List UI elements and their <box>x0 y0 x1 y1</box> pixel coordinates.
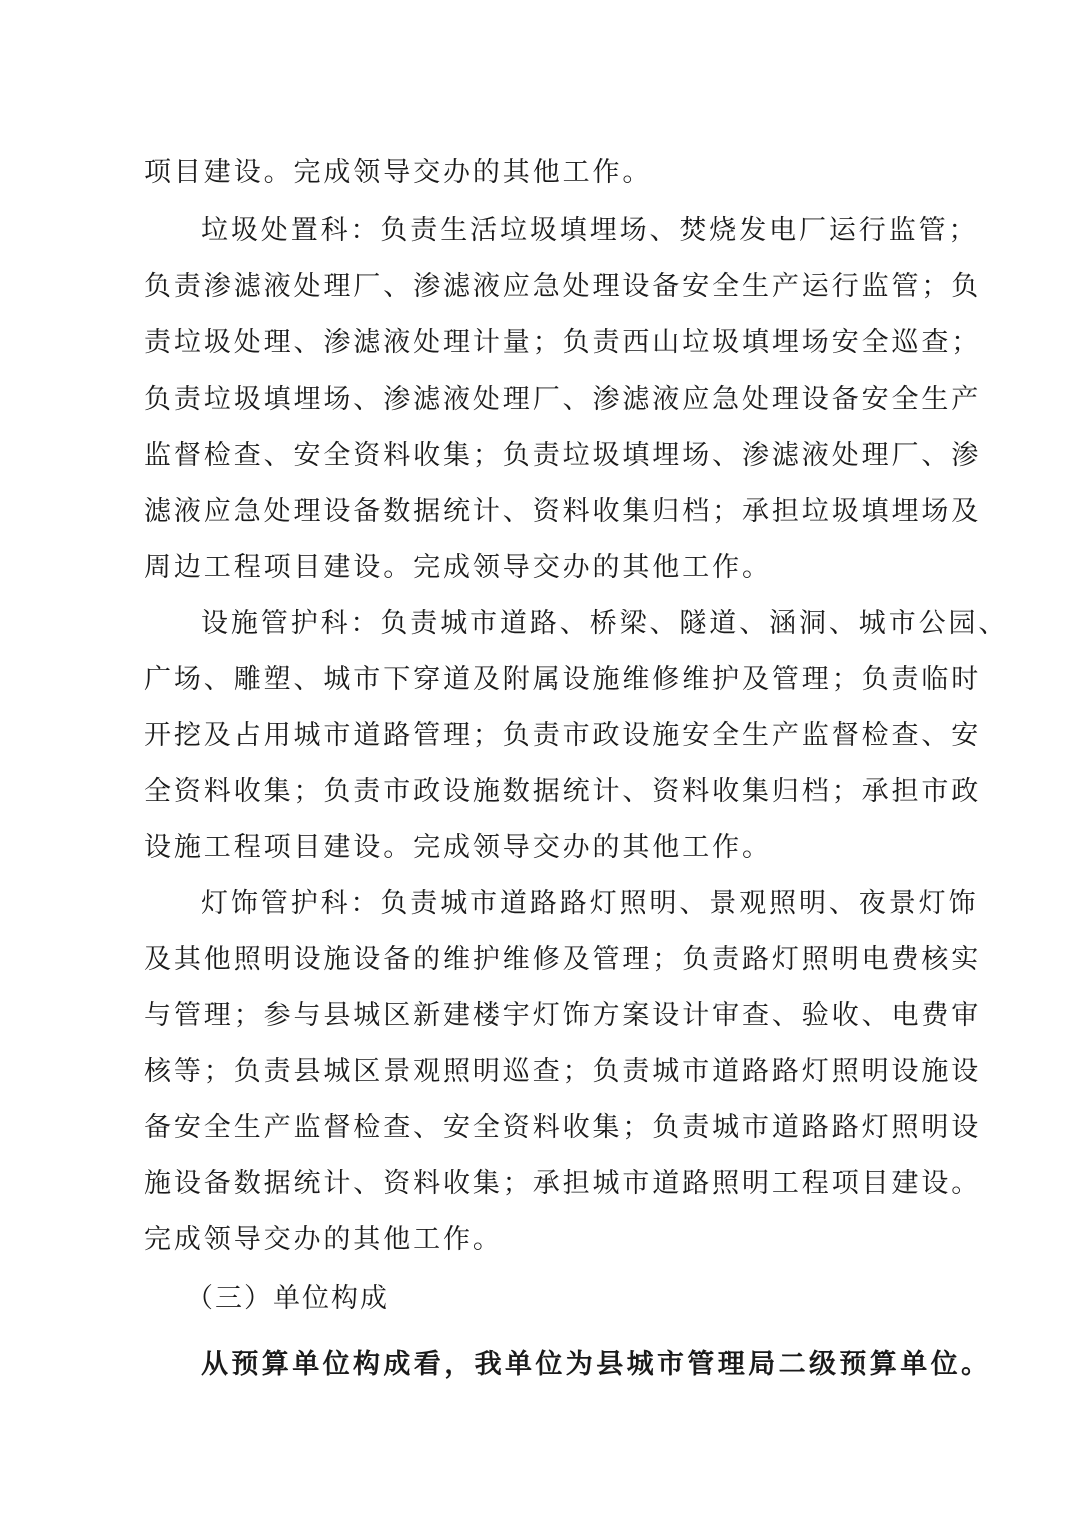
paragraph-dengshiguanhuke-start: 灯饰管护科：负责城市道路路灯照明、景观照明、夜景灯饰 <box>201 888 979 919</box>
text-line: 施设备数据统计、资料收集；承担城市道路照明工程项目建设。 <box>144 1168 982 1199</box>
summary-sentence: 从预算单位构成看，我单位为县城市管理局二级预算单位。 <box>201 1349 992 1380</box>
text-line: 广场、雕塑、城市下穿道及附属设施维修维护及管理；负责临时 <box>144 664 982 695</box>
text-line: 备安全生产监督检查、安全资料收集；负责城市道路路灯照明设 <box>144 1112 982 1143</box>
text-line: 与管理；参与县城区新建楼宇灯饰方案设计审查、验收、电费审 <box>144 1000 982 1031</box>
paragraph-sheshiguanhuke-start: 设施管护科：负责城市道路、桥梁、隧道、涵洞、城市公园、 <box>201 608 1009 639</box>
text-line: 负责渗滤液处理厂、渗滤液应急处理设备安全生产运行监管；负 <box>144 271 982 302</box>
text-line: 及其他照明设施设备的维护维修及管理；负责路灯照明电费核实 <box>144 944 982 975</box>
text-line: 项目建设。完成领导交办的其他工作。 <box>144 157 653 188</box>
text-line: 周边工程项目建设。完成领导交办的其他工作。 <box>144 552 772 583</box>
text-line: 滤液应急处理设备数据统计、资料收集归档；承担垃圾填埋场及 <box>144 496 982 527</box>
text-line: 负责垃圾填埋场、渗滤液处理厂、渗滤液应急处理设备安全生产 <box>144 384 982 415</box>
text-line: 完成领导交办的其他工作。 <box>144 1224 503 1255</box>
text-line: 设施工程项目建设。完成领导交办的其他工作。 <box>144 832 772 863</box>
paragraph-lajichuzhike-start: 垃圾处置科：负责生活垃圾填埋场、焚烧发电厂运行监管； <box>201 215 979 246</box>
text-line: 全资料收集；负责市政设施数据统计、资料收集归档；承担市政 <box>144 776 982 807</box>
text-line: 责垃圾处理、渗滤液处理计量；负责西山垃圾填埋场安全巡查； <box>144 327 982 358</box>
text-line: 监督检查、安全资料收集；负责垃圾填埋场、渗滤液处理厂、渗 <box>144 440 982 471</box>
text-line: 开挖及占用城市道路管理；负责市政设施安全生产监督检查、安 <box>144 720 982 751</box>
text-line: 核等；负责县城区景观照明巡查；负责城市道路路灯照明设施设 <box>144 1056 982 1087</box>
section-heading: （三）单位构成 <box>186 1283 389 1314</box>
